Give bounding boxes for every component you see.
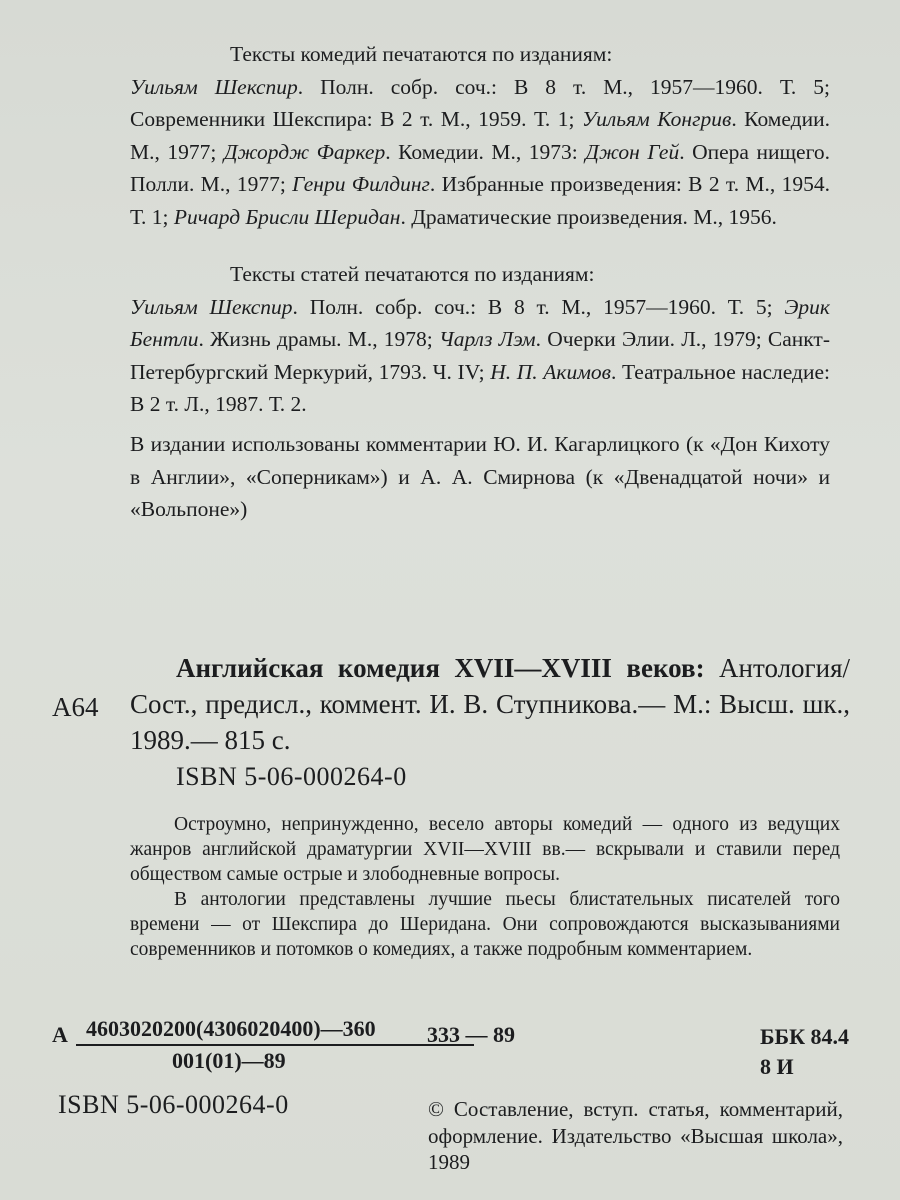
bbk-line-2: 8 И xyxy=(760,1054,794,1079)
author-fielding: Генри Филдинг xyxy=(292,172,430,196)
source-text: . Театральное наследие: В 2 т. Л., 1987. Т. 2. xyxy=(130,359,830,416)
author-akimov: Н. П. Акимов xyxy=(490,359,611,384)
articles-sources-lead: Тексты статей печатаются по изданиям: xyxy=(230,262,595,286)
publisher-code-denominator: 001(01)—89 xyxy=(172,1048,286,1073)
author-congreve: Уильям Конгрив xyxy=(581,107,732,131)
comedies-sources xyxy=(130,38,830,233)
isbn-bottom: ISBN 5-06-000264-0 xyxy=(58,1090,289,1119)
isbn-catalog: ISBN 5-06-000264-0 xyxy=(176,762,407,791)
articles-sources xyxy=(130,258,830,421)
articles-sources-list xyxy=(130,291,830,421)
book-title: Английская комедия XVII—XVIII веков: xyxy=(176,653,705,683)
comedies-sources-lead: Тексты комедий печатаются по изданиям: xyxy=(230,42,613,66)
bibliographic-description: Антология/Сост., предисл., коммент. И. В. Ступникова.— М.: Высш. шк., 1989.— 815 с. xyxy=(130,653,850,755)
bbk-classification xyxy=(760,1022,849,1082)
source-text: . Очерки Элии. Л., 1979; Санкт-Петербургский Меркурий, 1793. Ч. IV; xyxy=(130,327,830,384)
fraction-rule xyxy=(76,1044,474,1046)
source-text: . Жизнь драмы. М., 1978; xyxy=(198,327,439,351)
author-sheridan: Ричард Брисли Шеридан xyxy=(173,204,401,229)
publisher-code-numerator: 4603020200(4306020400)—360 xyxy=(86,1016,376,1041)
source-text: . Полн. собр. соч.: В 8 т. М., 1957—1960. Т. 5; Современники Шекспира: В 2 т. М., 1959. Т. 1; xyxy=(130,74,830,131)
author-farquhar: Джордж Фаркер xyxy=(223,139,386,164)
author-lamb: Чарлз Лэм xyxy=(438,327,536,351)
author-shakespeare: Уильям Шекспир xyxy=(130,74,298,99)
annotation-paragraph-2: В антологии представлены лучшие пьесы блистательных писателей того времени — от Шекспира до Шеридана. Они сопровождаются высказываниями современников и потомков о комедиях, а также подробным комментарием. xyxy=(130,889,840,960)
bibliographic-card xyxy=(130,650,850,758)
comedies-sources-list xyxy=(130,71,830,234)
source-text: . Комедии. М., 1973: xyxy=(385,139,586,164)
author-shakespeare: Уильям Шекспир xyxy=(130,294,293,319)
bbk-line-1: ББК 84.4 xyxy=(760,1024,850,1049)
source-text: . Избранные произведения: В 2 т. М., 1954. Т. 1; xyxy=(130,172,830,229)
comments-note xyxy=(130,428,830,526)
source-text: . Полн. собр. соч.: В 8 т. М., 1957—1960. Т. 5; xyxy=(292,294,785,319)
source-text: . Опера нищего. Полли. М., 1977; xyxy=(130,139,830,196)
source-text: . Комедии. М., 1977; xyxy=(130,107,830,164)
author-bentley: Эрик Бентли xyxy=(130,294,830,351)
author-gay: Джон Гей xyxy=(585,139,680,164)
publisher-code-right: 333 — 89 xyxy=(427,1022,515,1047)
publisher-code-letter: А xyxy=(52,1022,68,1047)
annotation-paragraph-1: Остроумно, непринужденно, весело авторы комедий — одного из ведущих жанров английской драматургии XVII—XVIII вв.— вскрывали и ставили перед обществом самые острые и злободневные вопросы. xyxy=(130,814,840,885)
source-text: . Драматические произведения. М., 1956. xyxy=(400,204,777,229)
comments-note-text: В издании использованы комментарии Ю. И. Кагарлицкого (к «Дон Кихоту в Англии», «Соперникам») и А. А. Смирнова (к «Двенадцатой ночи» и «Вольпоне») xyxy=(130,432,830,521)
copyright-text: © Составление, вступ. статья, комментарий, оформление. Издательство «Высшая школа», 1989 xyxy=(428,1097,843,1174)
catalog-code: А64 xyxy=(52,692,99,722)
copyright-notice xyxy=(428,1096,843,1176)
annotation xyxy=(130,812,840,962)
